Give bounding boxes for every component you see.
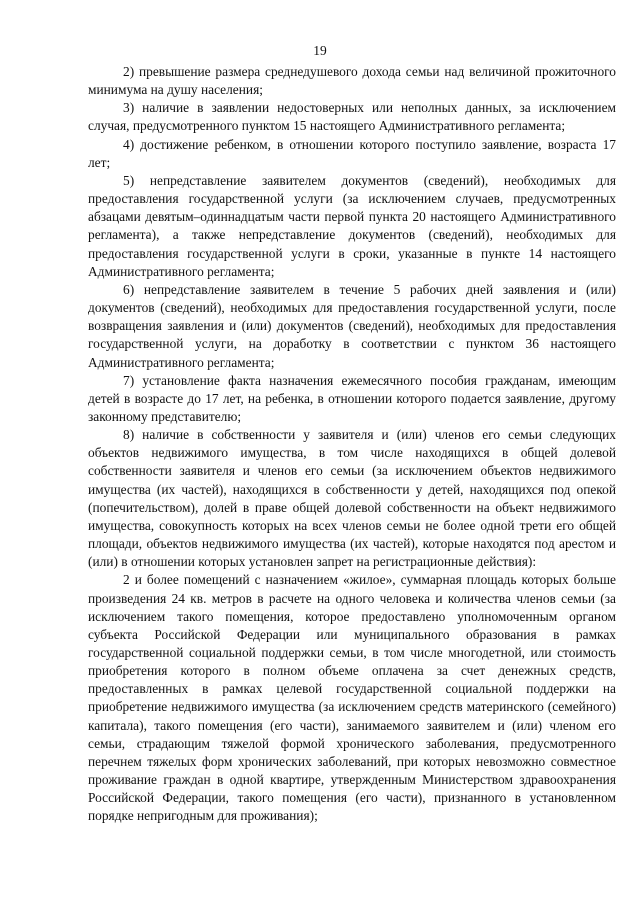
paragraph-item-3: 3) наличие в заявлении недостоверных или неполных данных, за исключением случая, предусмотренного пунктом 15 настоящего Административного регламента; [88,100,616,134]
paragraph-item-5: 5) непредставление заявителем документов (сведений), необходимых для предоставления государственной услуги (за исключением случаев, предусмотренных абзацами девятым–одиннадцатым части первой пункта 20 настоящего Административного регламента), а также непредставление документов (сведений), необходимых для предоставления государственной услуги в сроки, указанные в пункте 14 настоящего Административного регламента; [88,172,616,279]
paragraph-item-6: 6) непредставление заявителем в течение 5 рабочих дней заявления и (или) документов (сведений), необходимых для предоставления государственной услуги, после возвращения заявления и (или) документов (сведений), необходимых для предоставления государственной услуги, на доработку в соответствии с пунктом 36 настоящего Административного регламента; [88,281,616,370]
paragraph-residential-premises: 2 и более помещений с назначением «жилое», суммарная площадь которых больше произведения 24 кв. метров в расчете на одного человека и количества членов семьи (за исключением такого помещения, которое предоставлено уполномоченным органом субъекта Российской Федерации или муниципального образования в рамках государственной социальной поддержки семьи, в том числе многодетной, или стоимость приобретения которого в полном объеме оплачена за счет денежных средств, предоставленных в рамках целевой государственной социальной поддержки на приобретение недвижимого имущества (за исключением средств материнского (семейного) капитала), такого помещения (его части), занимаемого заявителем и (или) членом его семьи, страдающим тяжелой формой хронического заболевания, предусмотренного перечнем тяжелых форм хронических заболеваний, при которых невозможно совместное проживание граждан в одной квартире, утвержденным Министерством здравоохранения Российской Федерации, такого помещения (его части), признанного в установленном порядке непригодным для проживания); [88,572,616,824]
paragraph-item-4: 4) достижение ребенком, в отношении которого поступило заявление, возраста 17 лет; [88,136,616,170]
document-body [88,63,616,826]
paragraph-item-8: 8) наличие в собственности у заявителя и (или) членов его семьи следующих объектов недвижимого имущества, в том числе находящихся в общей долевой собственности заявителя и членов его семьи (за исключением объектов недвижимого имущества (их частей), находящихся в собственности у детей, находящихся под опекой (попечительством), долей в праве общей долевой собственности на объект недвижимого имущества, совокупность которых на всех членов семьи не более одной трети его общей площади, объектов недвижимого имущества (их частей), которые находятся под арестом и (или) в отношении которых установлен запрет на регистрационные действия): [88,427,616,570]
paragraph-item-2: 2) превышение размера среднедушевого дохода семьи над величиной прожиточного минимума на душу населения; [88,64,616,98]
paragraph-item-7: 7) установление факта назначения ежемесячного пособия гражданам, имеющим детей в возрасте до 17 лет, на ребенка, в отношении которого подается заявление, другому законному представителю; [88,372,616,424]
page-number: 19 [313,43,327,58]
